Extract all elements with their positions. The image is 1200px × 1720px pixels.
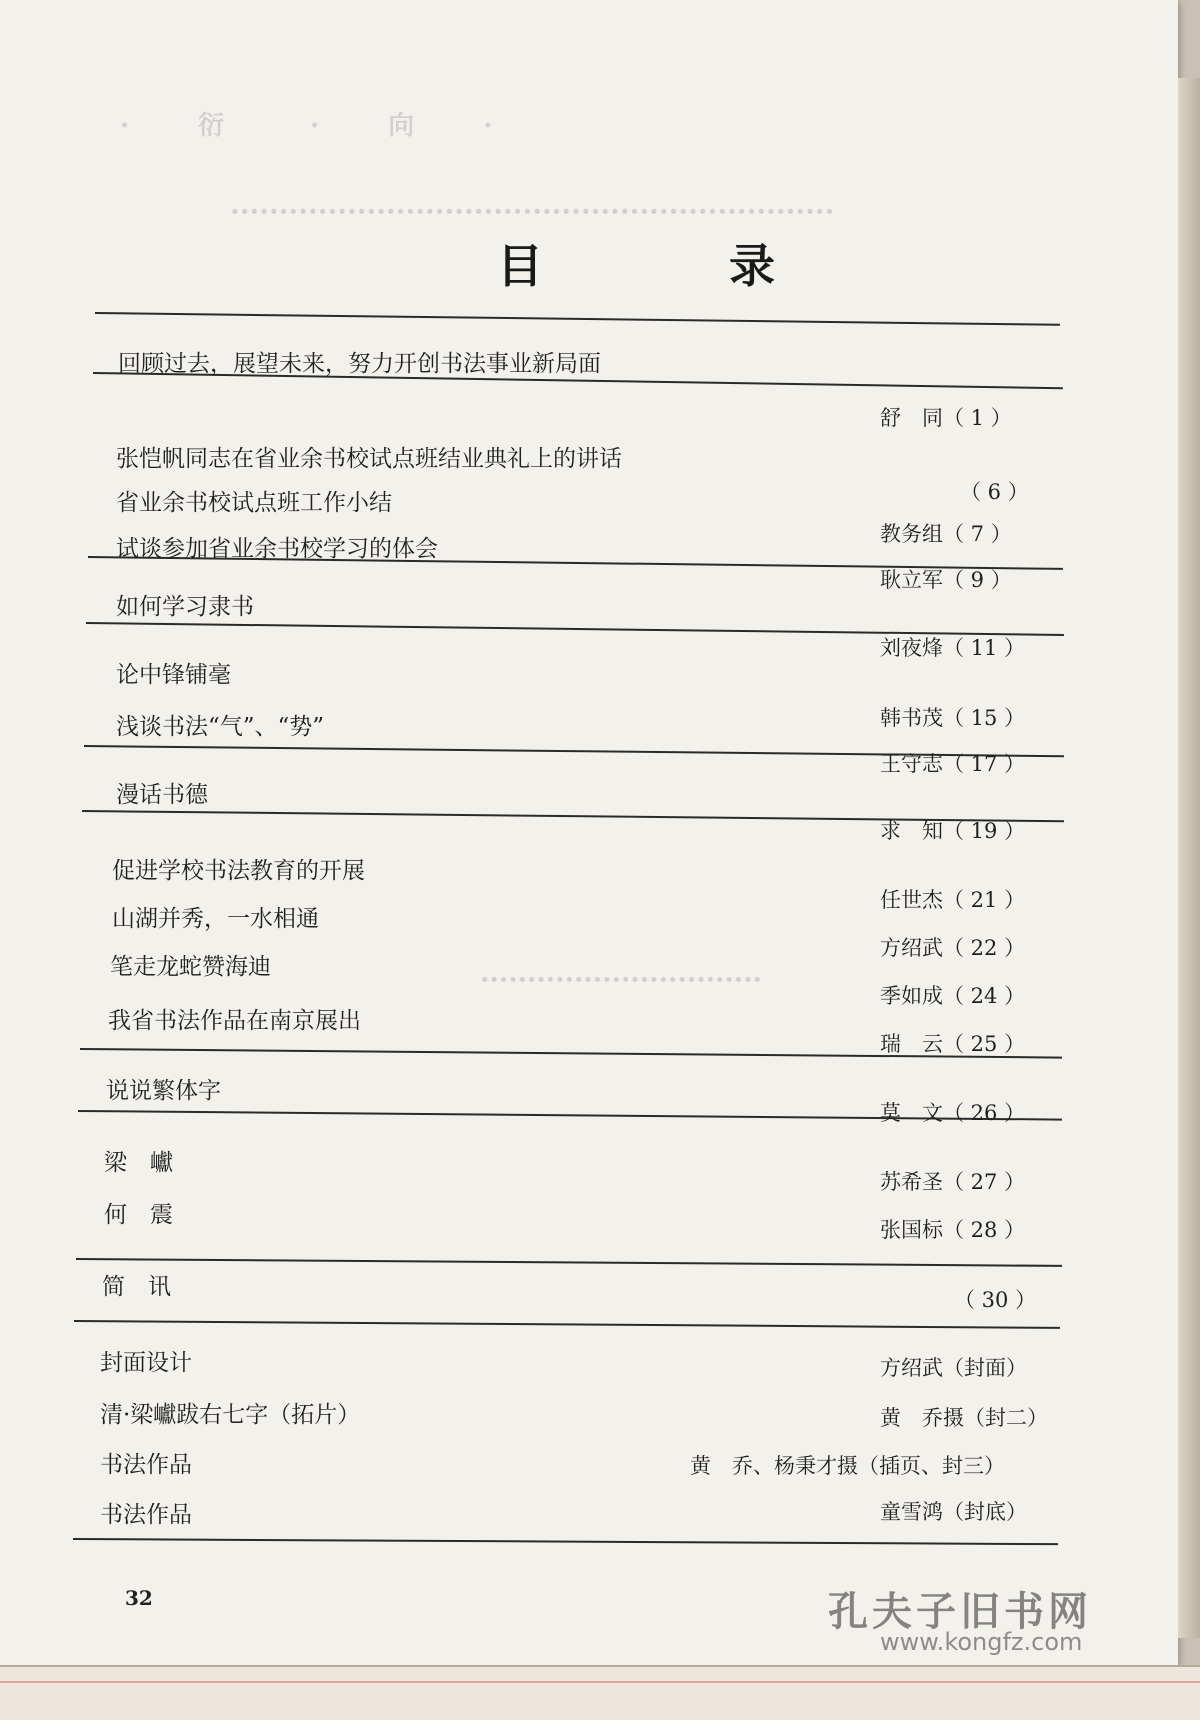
toc-entry-title: 说说繁体字 xyxy=(106,1078,221,1104)
toc-entry-author: 刘夜烽（ 11 ） xyxy=(880,636,1026,660)
toc-entry-author: 黄 乔摄（封二） xyxy=(880,1406,1048,1430)
watermark-url: www.kongfz.com xyxy=(880,1628,1083,1656)
bleed-through: · 衍 · 向 · xyxy=(120,111,523,141)
toc-entry-title: 清·梁巘跋右七字（拓片） xyxy=(100,1402,361,1428)
toc-entry-title: 漫话书德 xyxy=(116,782,208,808)
toc-entry-title: 论中锋铺毫 xyxy=(116,662,231,688)
toc-entry-title: 试谈参加省业余书校学习的体会 xyxy=(116,536,438,562)
toc-entry-author: 苏希圣（ 27 ） xyxy=(880,1170,1026,1194)
toc-entry-author: 舒 同（ 1 ） xyxy=(880,406,1012,430)
toc-entry-title: 山湖并秀，一水相通 xyxy=(112,906,319,932)
toc-entry-author: 季如成（ 24 ） xyxy=(880,984,1026,1008)
toc-entry-author: 瑞 云（ 25 ） xyxy=(880,1032,1026,1056)
toc-entry-title: 回顾过去，展望未来，努力开创书法事业新局面 xyxy=(118,351,601,377)
toc-entry-title: 封面设计 xyxy=(100,1350,192,1376)
watermark-name: 孔夫子旧书网 xyxy=(828,1588,1092,1635)
toc-entry-author: （ 6 ） xyxy=(960,480,1029,504)
toc-entry-title: 简 讯 xyxy=(102,1274,171,1300)
toc-entry-title: 如何学习隶书 xyxy=(116,594,254,620)
toc-entry-author: 王守志（ 17 ） xyxy=(880,752,1026,776)
toc-entry-author: 方绍武（封面） xyxy=(880,1356,1027,1380)
rule xyxy=(76,1258,1062,1267)
toc-entry-title: 何 震 xyxy=(104,1202,173,1228)
toc-entry-author: （ 30 ） xyxy=(954,1288,1037,1312)
toc-entry-author: 莫 文（ 26 ） xyxy=(880,1101,1026,1125)
toc-entry-title: 梁 巘 xyxy=(104,1150,173,1176)
toc-entry-title: 省业余书校试点班工作小结 xyxy=(116,490,392,516)
toc-entry-title: 浅谈书法“气”、“势” xyxy=(116,714,325,740)
rule xyxy=(74,1320,1060,1329)
bleed-through: ······························································ xyxy=(230,195,835,228)
toc-entry-author: 求 知（ 19 ） xyxy=(880,819,1026,843)
toc-entry-title: 笔走龙蛇赞海迪 xyxy=(110,954,271,980)
bleed-through: ······························ xyxy=(480,965,762,996)
rule xyxy=(95,312,1060,326)
page-number: 32 xyxy=(125,1586,153,1610)
toc-entry-author: 教务组（ 7 ） xyxy=(880,522,1012,546)
toc-title: 目 录 xyxy=(497,239,845,293)
page-edge xyxy=(1178,78,1200,1638)
toc-entry-author: 黄 乔、杨秉才摄（插页、封三） xyxy=(690,1454,1005,1478)
toc-entry-title: 我省书法作品在南京展出 xyxy=(108,1008,361,1034)
toc-entry-author: 张国标（ 28 ） xyxy=(880,1218,1026,1242)
toc-entry-title: 张恺帆同志在省业余书校试点班结业典礼上的讲话 xyxy=(116,446,622,472)
toc-entry-author: 耿立军（ 9 ） xyxy=(880,568,1012,592)
toc-entry-author: 方绍武（ 22 ） xyxy=(880,936,1026,960)
next-page-strip xyxy=(0,1665,1200,1720)
rule xyxy=(73,1538,1058,1545)
toc-entry-author: 童雪鸿（封底） xyxy=(880,1500,1027,1524)
toc-entry-title: 促进学校书法教育的开展 xyxy=(112,858,365,884)
toc-entry-title: 书法作品 xyxy=(100,1452,192,1478)
toc-entry-author: 韩书茂（ 15 ） xyxy=(880,706,1026,730)
toc-entry-title: 书法作品 xyxy=(100,1502,192,1528)
red-rule xyxy=(0,1681,1200,1683)
toc-entry-author: 任世杰（ 21 ） xyxy=(880,888,1026,912)
